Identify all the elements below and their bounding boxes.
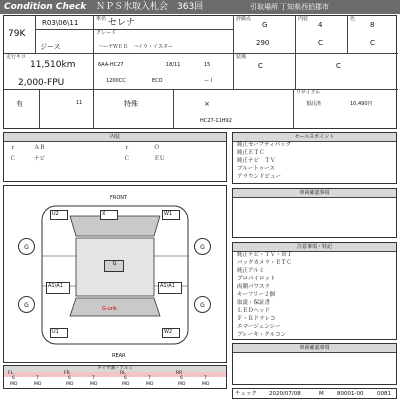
equip-c2: C xyxy=(370,39,375,47)
note-line-0: 純正ナビ・ＴＶ・ＢＴ xyxy=(237,252,293,258)
options-value: ーｌ xyxy=(204,78,215,84)
inspector-notes-title: 注意事項・特記 xyxy=(233,243,396,252)
interior-value: 4 xyxy=(318,21,323,29)
sales-line-3: ブルートゥース xyxy=(237,166,275,172)
header-bar xyxy=(0,0,400,14)
mileage-value: 11,510km xyxy=(30,60,76,70)
interior-r0-c3: Ｏ xyxy=(154,145,160,151)
tire-r1-2: 6 xyxy=(68,376,71,381)
tire-h4: RL xyxy=(120,371,126,376)
repair-panel-title: 車両確認事項 xyxy=(233,189,396,198)
interior-r1-c0: Ｃ xyxy=(10,156,16,162)
repair-panel xyxy=(232,188,397,238)
footer-code1: M xyxy=(319,391,324,397)
interior-r1-c3: ＥＵ xyxy=(154,156,166,162)
sales-point-title: セールスポイント xyxy=(233,133,396,142)
tire-h0: FL xyxy=(8,371,14,376)
panel-x: X xyxy=(100,210,118,220)
mileage-cell xyxy=(4,54,94,90)
capacity: 1200CC xyxy=(106,78,126,84)
shaken-kind: 特殊 xyxy=(124,100,138,108)
color-label: 色 xyxy=(350,16,356,22)
tire-h2: FR xyxy=(64,371,70,376)
interior-r1-c2: Ｃ xyxy=(124,156,130,162)
note-line-9: エマージェンシー xyxy=(237,324,281,330)
inspector-notes-panel xyxy=(232,242,397,340)
tire-table-body xyxy=(4,372,226,388)
tire-r2-2: MO xyxy=(66,382,74,387)
panel-u1: U1 xyxy=(50,328,68,338)
interior-r1-c1: ナビ xyxy=(34,156,46,162)
footer-code3: 0081 xyxy=(377,391,391,397)
wheel-rear-left: G xyxy=(18,296,35,313)
car-name: セレナ xyxy=(108,18,136,28)
rating-label: 評価点 xyxy=(236,16,252,22)
tire-r1-6: 6 xyxy=(180,376,183,381)
interior-cell xyxy=(296,16,348,54)
plate-x: × xyxy=(204,100,210,108)
door-a: 18/11 xyxy=(166,62,181,68)
recycle-fee: 10,490円 xyxy=(350,101,373,107)
diagram-rear-label: REAR xyxy=(112,353,126,359)
start-price: 2,000-FPU xyxy=(18,78,65,88)
car-name-cell xyxy=(94,16,234,30)
rear-red-mark: G-unk xyxy=(102,306,117,312)
rating-cell xyxy=(234,16,296,54)
seats-value: 8 xyxy=(370,21,375,29)
sheet-title: Condition Check xyxy=(4,2,87,12)
tire-table-title: タイヤ溝・アルミ xyxy=(4,366,226,373)
wheel-front-right: G xyxy=(194,238,211,255)
vehicle-info-grid xyxy=(3,15,397,129)
footer-check-label: チェック xyxy=(235,391,257,397)
equip-label: 装備 xyxy=(236,54,247,60)
wheel-front-left: G xyxy=(18,238,35,255)
note-line-6: 取説・保証書 xyxy=(237,300,271,306)
tire-r1-5: 7 xyxy=(148,376,151,381)
tire-r1-4: 6 xyxy=(124,376,127,381)
interior-r0-c2: ｒ xyxy=(124,145,130,151)
model-code: 6AA-HC27 xyxy=(98,62,124,68)
note-line-10: ブレーキ・クルコン xyxy=(237,332,287,338)
lot-cell xyxy=(4,16,36,54)
tire-r2-1: MO xyxy=(34,382,42,387)
equip-c4: C xyxy=(336,62,341,70)
equip-cell-2 xyxy=(296,54,398,90)
wheel-rear-right: G xyxy=(194,296,211,313)
tire-r2-5: MO xyxy=(146,382,154,387)
recycle-label: リサイクル xyxy=(296,90,321,96)
panel-w2: W2 xyxy=(162,328,180,338)
panel-w1: W1 xyxy=(162,210,180,220)
location-label: 引取場所 xyxy=(250,3,278,11)
panel-left-door: A1\A1 xyxy=(46,282,70,294)
sales-line-0: 純正セーフティパック xyxy=(237,142,292,148)
recycle-cell xyxy=(294,90,398,128)
bottom-panel xyxy=(232,343,397,385)
note-line-1: バックカメラ・ＥＴＣ xyxy=(237,260,293,266)
color-cell xyxy=(348,16,398,54)
panel-roof: G xyxy=(104,260,124,272)
location-value: 丁知県西伯郡市 xyxy=(280,3,329,11)
tire-r2-0: MO xyxy=(10,382,18,387)
ac-value: ECO xyxy=(152,78,163,84)
tire-h6: RR xyxy=(176,371,183,376)
equip-cell xyxy=(234,54,296,90)
bottom-panel-title: 車両確認事項 xyxy=(233,344,396,353)
tire-r1-0: 6 xyxy=(12,376,15,381)
tire-r2-6: MO xyxy=(178,382,186,387)
sales-line-2: 純正ナビ ＴＶ xyxy=(237,158,276,164)
chassis-number: HC27-11H92 xyxy=(200,118,232,124)
interior-panel xyxy=(3,132,227,182)
car-name-label: 車名 xyxy=(96,16,107,22)
note-line-2: 純正アルミ xyxy=(237,268,265,274)
inspection-value: 有 xyxy=(16,100,23,108)
lot-number: 79K xyxy=(8,29,26,39)
inspection-cell xyxy=(4,90,40,128)
grade-value: ハーヤＷＥＢ ハイウ・イスター xyxy=(98,44,173,50)
tire-r2-4: MO xyxy=(122,382,130,387)
sales-line-1: 純正ＥＴＣ xyxy=(237,150,265,156)
first-reg-year: R03\06\11 xyxy=(42,19,79,27)
grade-cell xyxy=(94,30,234,54)
equip-c3: C xyxy=(258,62,263,70)
shift-cell xyxy=(36,30,94,54)
interior-r0-c1: ＡＢ xyxy=(34,145,46,151)
tire-r1-3: 7 xyxy=(92,376,95,381)
panel-right-door: A1\A1 xyxy=(158,282,182,294)
color-code: 290 xyxy=(256,39,270,47)
model-cell xyxy=(94,54,234,90)
interior-r0-c0: ｒ xyxy=(10,145,16,151)
footer-date: 2020/07/08 xyxy=(269,391,301,397)
interior-panel-title: 内装 xyxy=(4,133,226,142)
rating-value: G xyxy=(262,21,268,29)
year-cell xyxy=(36,16,94,30)
tire-table xyxy=(3,365,227,389)
interior-label: 内装 xyxy=(298,16,309,22)
mileage-label: 走行キロ xyxy=(6,54,27,60)
door-b: 15 xyxy=(204,62,211,68)
grade-label: グレード xyxy=(96,30,117,36)
footer-code2: 80001-00 xyxy=(337,391,364,397)
recycle-status: 預託済 xyxy=(306,101,322,107)
note-line-4: 両側パワスラ xyxy=(237,284,270,290)
tire-r1-1: 7 xyxy=(36,376,39,381)
note-line-3: プロパイロット xyxy=(237,276,276,282)
note-line-8: Ｆ・Ｒドラレコ xyxy=(237,316,276,322)
sales-point-panel xyxy=(232,132,397,184)
auction-name: ＮＰＳ氷取入札会 363回 xyxy=(96,2,204,12)
footer-bar xyxy=(232,388,397,399)
tire-r2-3: MO xyxy=(90,382,98,387)
car-diagram xyxy=(3,185,227,363)
plate-cell xyxy=(174,90,294,128)
diagram-front-label: FRONT xyxy=(110,195,128,201)
sales-line-4: アラウンドビュー xyxy=(237,174,282,180)
note-line-7: ＬＥＤヘッド xyxy=(237,308,271,314)
tire-r1-7: 7 xyxy=(204,376,207,381)
inspection-month: 11 xyxy=(76,100,83,106)
tire-r2-7: MO xyxy=(202,382,210,387)
shift-code: ジース xyxy=(40,43,61,51)
note-line-5: キーフリー２個 xyxy=(237,292,276,298)
inspection-month-cell xyxy=(40,90,94,128)
shaken-cell xyxy=(94,90,174,128)
panel-u2: U2 xyxy=(50,210,68,220)
equip-c1: C xyxy=(318,39,323,47)
